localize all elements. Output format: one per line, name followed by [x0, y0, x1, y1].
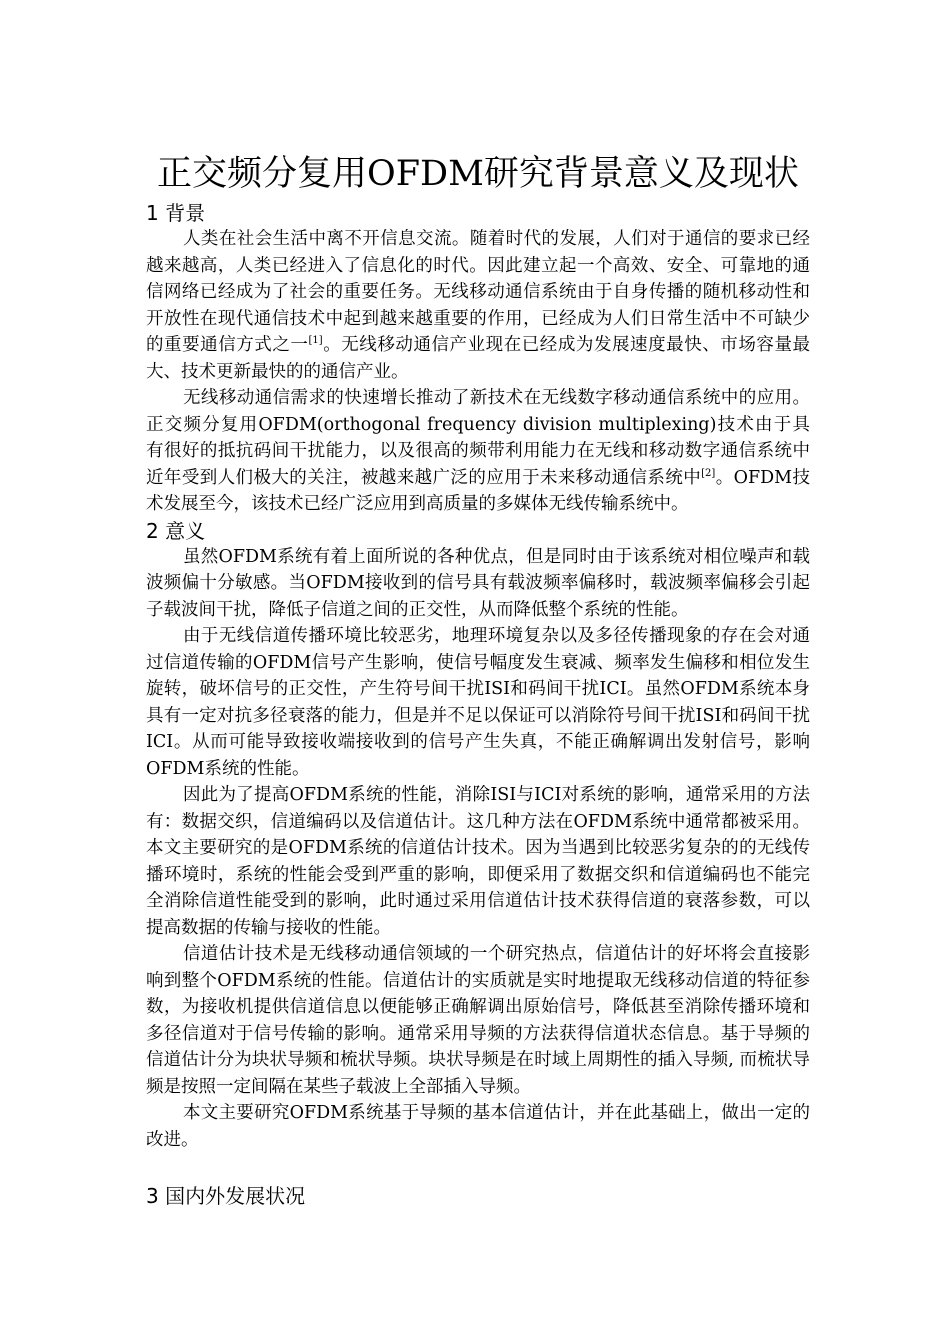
section-heading-background: 1 背景	[146, 201, 206, 225]
section-heading-status: 3 国内外发展状况	[146, 1184, 306, 1208]
paragraph-text: 虽然OFDM系统有着上面所说的各种优点，但是同时由于该系统对相位噪声和载波频偏十分敏感。当OFDM接收到的信号具有载波频率偏移时，载波频率偏移会引起子载波间干扰，降低子信道之间的正交性，从而降低整个系统的性能。	[146, 546, 810, 620]
citation-ref: [1]	[308, 335, 323, 347]
paragraph	[146, 782, 810, 941]
paragraph	[146, 623, 810, 782]
paragraph-text: 因此为了提高OFDM系统的性能，消除ISI与ICI对系统的影响，通常采用的方法有：数据交织，信道编码以及信道估计。这几种方法在OFDM系统中通常都被采用。本文主要研究的是OFDM系统的信道估计技术。因为当遇到比较恶劣复杂的的无线传播环境时，系统的性能会受到严重的影响，即便采用了数据交织和信道编码也不能完全消除信道性能受到的影响，此时通过采用信道估计技术获得信道的衰落参数，可以提高数据的传输与接收的性能。	[146, 785, 810, 938]
document-page	[146, 150, 810, 1209]
citation-ref: [2]	[701, 467, 716, 479]
document-title: 正交频分复用OFDM研究背景意义及现状	[157, 154, 799, 194]
paragraph	[146, 544, 810, 624]
paragraph	[146, 226, 810, 385]
paragraph-text: 无线移动通信需求的快速增长推动了新技术在无线数字移动通信系统中的应用。正交频分复用OFDM(orthogonal frequency division multiplexing)技术由于具有很好的抵抗码间干扰能力，以及很高的频带利用能力在无线和移动数字通信系统中近年受到人们极大的关注，被越来越广泛的应用于未来移动通信系统中	[146, 388, 810, 488]
paragraph	[146, 385, 810, 518]
paragraph-text: 由于无线信道传播环境比较恶劣，地理环境复杂以及多径传播现象的存在会对通过信道传输的OFDM信号产生影响，使信号幅度发生衰减、频率发生偏移和相位发生旋转，破坏信号的正交性，产生符号间干扰ISI和码间干扰ICI。虽然OFDM系统本身具有一定对抗多径衰落的能力，但是并不足以保证可以消除符号间干扰ISI和码间干扰ICI。从而可能导致接收端接收到的信号产生失真，不能正确解调出发射信号，影响OFDM系统的性能。	[146, 626, 810, 779]
paragraph	[146, 941, 810, 1100]
paragraph-text: 。无线移动通信产业现在已经成为发展速度最快、市场容量最大、技术更新最快的的通信产业。	[146, 335, 811, 382]
section-heading-significance: 2 意义	[146, 518, 206, 543]
paragraph	[146, 1100, 810, 1153]
paragraph-text: 信道估计技术是无线移动通信领域的一个研究热点，信道估计的好坏将会直接影响到整个OFDM系统的性能。信道估计的实质就是实时地提取无线移动信道的特征参数，为接收机提供信道信息以便能够正确解调出原始信号，降低甚至消除传播环境和多径信道对于信号传输的影响。通常采用导频的方法获得信道状态信息。基于导频的信道估计分为块状导频和梳状导频。块状导频是在时域上周期性的插入导频, 而梳状导频是按照一定间隔在某些子载波上全部插入导频。	[146, 944, 810, 1097]
paragraph-text: 人类在社会生活中离不开信息交流。随着时代的发展，人们对于通信的要求已经越来越高，人类已经进入了信息化的时代。因此建立起一个高效、安全、可靠地的通信网络已经成为了社会的重要任务。无线移动通信系统由于自身传播的随机移动性和开放性在现代通信技术中起到越来越重要的作用，已经成为人们日常生活中不可缺少的重要通信方式之一	[146, 229, 810, 355]
paragraph-text: 。OFDM技术发展至今，该技术已经广泛应用到高质量的多媒体无线传输系统中。	[146, 467, 810, 514]
paragraph-text: 本文主要研究OFDM系统基于导频的基本信道估计，并在此基础上，做出一定的改进。	[146, 1103, 810, 1150]
